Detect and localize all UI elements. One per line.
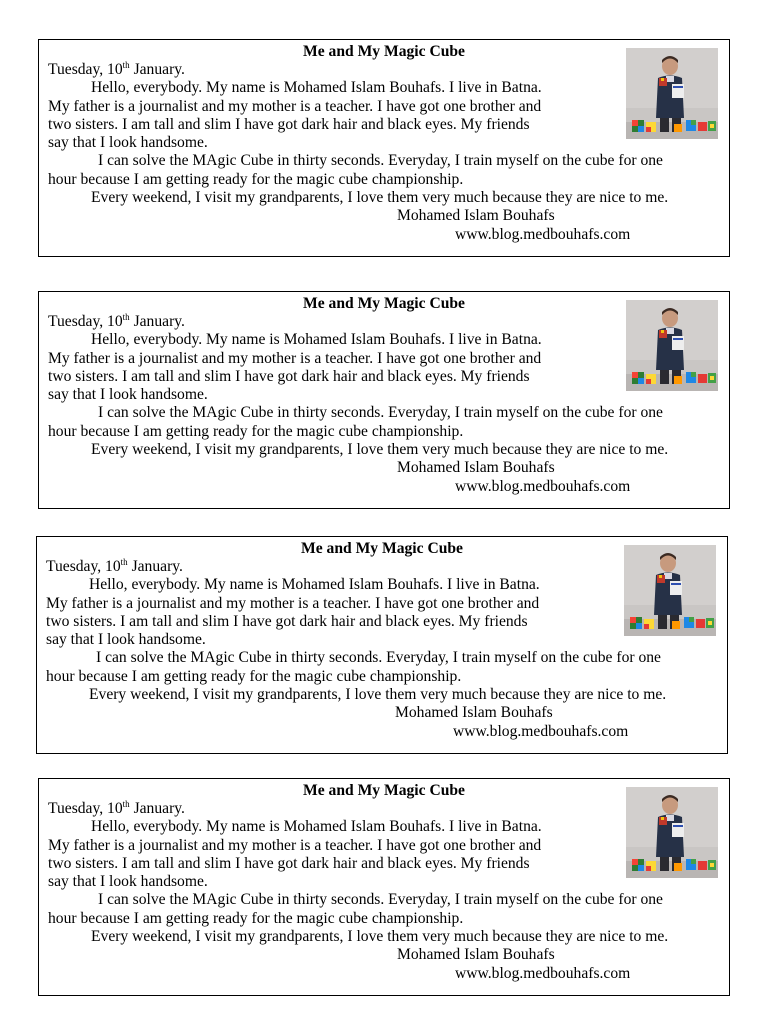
date-prefix: Tuesday, 10 [48, 313, 123, 330]
website-link[interactable]: www.blog.medbouhafs.com [453, 722, 629, 740]
signature: Mohamed Islam Bouhafs [397, 459, 555, 477]
story-card [38, 778, 730, 996]
text-line: My father is a journalist and my mother is a teacher. I have got one brother and [48, 836, 542, 854]
signature: Mohamed Islam Bouhafs [397, 207, 555, 225]
text-line: say that I look handsome. [48, 134, 208, 152]
text-line: two sisters. I am tall and slim I have got dark hair and black eyes. My friends [48, 367, 530, 385]
text-line: I can solve the MAgic Cube in thirty seconds. Everyday, I train myself on the cube for one [98, 404, 663, 422]
text-line: My father is a journalist and my mother is a teacher. I have got one brother and [46, 594, 540, 612]
text-line: hour because I am getting ready for the magic cube championship. [48, 909, 464, 927]
website-link[interactable]: www.blog.medbouhafs.com [455, 225, 631, 243]
card-title: Me and My Magic Cube [303, 43, 465, 60]
boy-with-cube-photo [626, 300, 718, 391]
text-line: two sisters. I am tall and slim I have got dark hair and black eyes. My friends [48, 115, 530, 133]
text-line: I can solve the MAgic Cube in thirty seconds. Everyday, I train myself on the cube for one [96, 649, 661, 667]
text-line: Hello, everybody. My name is Mohamed Islam Bouhafs. I live in Batna. [91, 79, 542, 97]
date-prefix: Tuesday, 10 [48, 61, 123, 78]
text-line: Every weekend, I visit my grandparents, I love them very much because they are nice to me. [89, 686, 667, 704]
card-title: Me and My Magic Cube [301, 540, 463, 557]
text-line: My father is a journalist and my mother is a teacher. I have got one brother and [48, 97, 542, 115]
signature: Mohamed Islam Bouhafs [395, 704, 553, 722]
text-line: hour because I am getting ready for the magic cube championship. [48, 170, 464, 188]
date-prefix: Tuesday, 10 [48, 800, 123, 817]
story-card [38, 291, 730, 509]
text-line: Every weekend, I visit my grandparents, I love them very much because they are nice to me. [91, 189, 669, 207]
date-sup: th [122, 312, 130, 322]
date-suffix: January. [129, 61, 185, 78]
date-suffix: January. [127, 558, 183, 575]
text-line: hour because I am getting ready for the magic cube championship. [46, 667, 462, 685]
date-prefix: Tuesday, 10 [46, 558, 121, 575]
text-line: say that I look handsome. [48, 386, 208, 404]
text-line: I can solve the MAgic Cube in thirty seconds. Everyday, I train myself on the cube for one [98, 891, 663, 909]
website-link[interactable]: www.blog.medbouhafs.com [455, 477, 631, 495]
text-line: Hello, everybody. My name is Mohamed Islam Bouhafs. I live in Batna. [89, 576, 540, 594]
text-line: hour because I am getting ready for the magic cube championship. [48, 422, 464, 440]
story-card [36, 536, 728, 754]
card-title: Me and My Magic Cube [303, 782, 465, 799]
story-card [38, 39, 730, 257]
text-line: I can solve the MAgic Cube in thirty seconds. Everyday, I train myself on the cube for one [98, 152, 663, 170]
text-line: Every weekend, I visit my grandparents, I love them very much because they are nice to me. [91, 928, 669, 946]
boy-with-cube-photo [626, 787, 718, 878]
text-line: two sisters. I am tall and slim I have got dark hair and black eyes. My friends [48, 854, 530, 872]
text-line: Hello, everybody. My name is Mohamed Islam Bouhafs. I live in Batna. [91, 331, 542, 349]
date-sup: th [120, 557, 128, 567]
text-line: two sisters. I am tall and slim I have got dark hair and black eyes. My friends [46, 612, 528, 630]
card-title: Me and My Magic Cube [303, 295, 465, 312]
text-line: My father is a journalist and my mother is a teacher. I have got one brother and [48, 349, 542, 367]
boy-with-cube-photo [624, 545, 716, 636]
signature: Mohamed Islam Bouhafs [397, 946, 555, 964]
text-line: say that I look handsome. [46, 631, 206, 649]
website-link[interactable]: www.blog.medbouhafs.com [455, 964, 631, 982]
boy-with-cube-photo [626, 48, 718, 139]
date-suffix: January. [129, 800, 185, 817]
date-sup: th [122, 799, 130, 809]
date-sup: th [122, 60, 130, 70]
date-suffix: January. [129, 313, 185, 330]
text-line: say that I look handsome. [48, 873, 208, 891]
text-line: Hello, everybody. My name is Mohamed Islam Bouhafs. I live in Batna. [91, 818, 542, 836]
text-line: Every weekend, I visit my grandparents, I love them very much because they are nice to me. [91, 441, 669, 459]
